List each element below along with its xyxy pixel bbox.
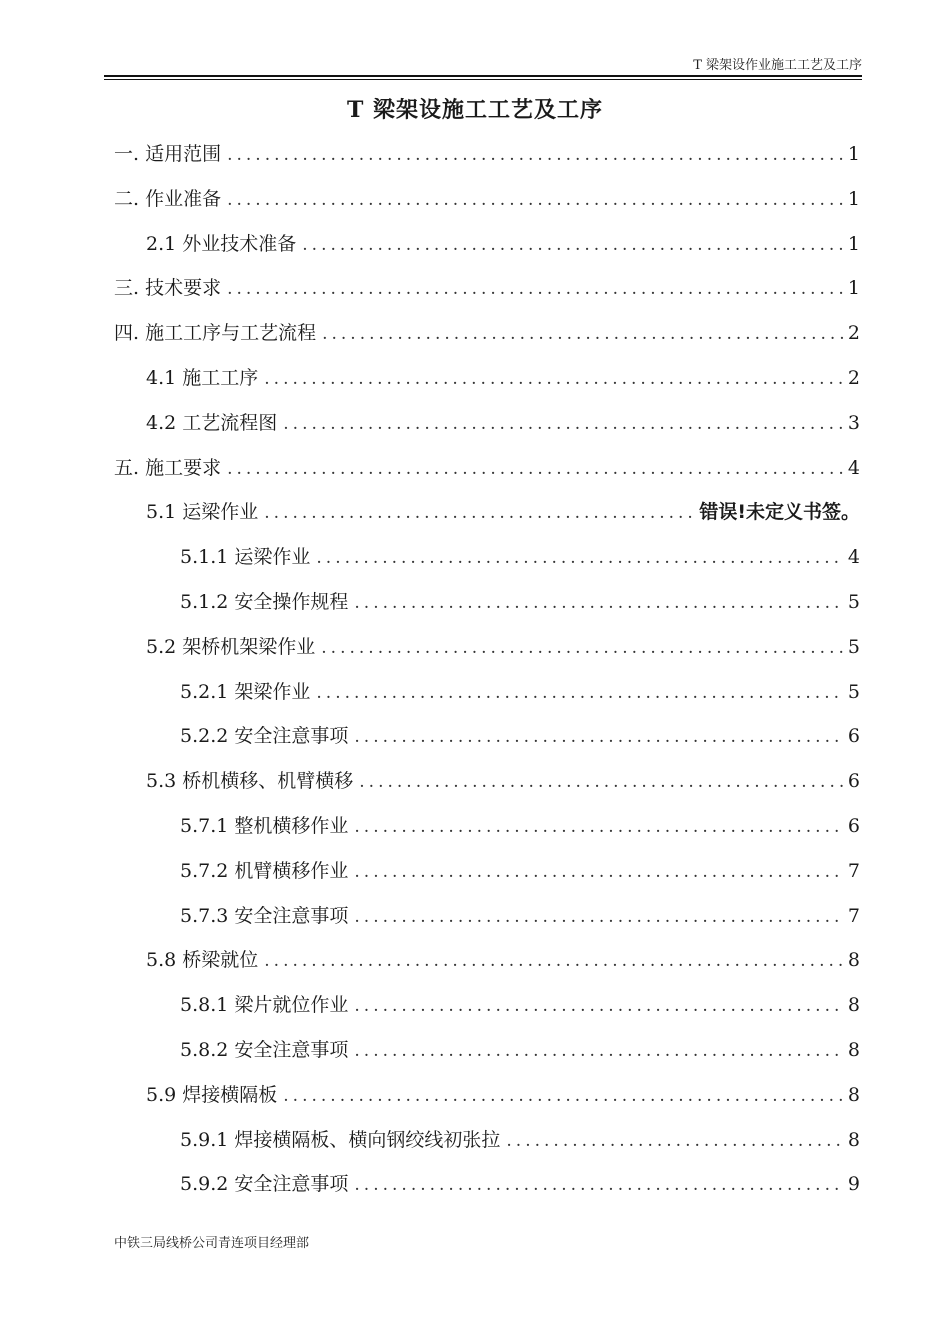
toc-entry-label: 5.9.1 焊接横隔板、横向钢绞线初张拉 [180, 1128, 501, 1151]
toc-dot-leader [283, 1083, 844, 1109]
toc-entry[interactable] [114, 1171, 860, 1216]
toc-entry[interactable] [114, 679, 860, 724]
toc-dot-leader [264, 366, 844, 392]
toc-dot-leader [359, 769, 844, 795]
toc-entry[interactable] [114, 858, 860, 903]
toc-entry[interactable] [114, 589, 860, 634]
toc-dot-leader [354, 993, 844, 1019]
toc-entry-page-number: 5 [847, 635, 860, 658]
toc-entry-page-number: 8 [847, 994, 860, 1017]
toc-entry-page-number: 8 [847, 949, 860, 972]
toc-entry-page-number: 4 [847, 546, 860, 569]
toc-entry[interactable] [114, 320, 860, 365]
toc-dot-leader [321, 635, 844, 661]
toc-entry[interactable] [114, 186, 860, 231]
toc-dot-leader [354, 1038, 844, 1064]
toc-entry[interactable] [114, 544, 860, 589]
toc-entry-page-number: 1 [847, 232, 860, 255]
toc-dot-leader [227, 187, 844, 213]
toc-entry[interactable] [114, 723, 860, 768]
toc-entry-label: 5.9.2 安全注意事项 [180, 1173, 349, 1196]
toc-dot-leader [316, 545, 844, 571]
toc-entry-page-number: 2 [847, 322, 860, 345]
toc-entry-page-number: 1 [847, 277, 860, 300]
toc-entry[interactable] [114, 410, 860, 455]
toc-entry-label: 5.7.1 整机横移作业 [180, 814, 349, 837]
toc-entry[interactable] [114, 768, 860, 813]
toc-entry-page-number: 9 [847, 1173, 860, 1196]
toc-entry-label: 5.8.1 梁片就位作业 [180, 994, 349, 1017]
toc-entry-page-number: 6 [847, 770, 860, 793]
toc-entry-label: 5.7.3 安全注意事项 [180, 904, 349, 927]
toc-entry-label: 四. 施工工序与工艺流程 [114, 322, 317, 345]
toc-entry-label: 5.2 架桥机架梁作业 [146, 635, 316, 658]
toc-entry-page-number: 8 [847, 1038, 860, 1061]
toc-entry[interactable] [114, 1037, 860, 1082]
toc-dot-leader [506, 1128, 844, 1154]
toc-entry-page-number: 8 [847, 1128, 860, 1151]
toc-entry-page-number: 4 [847, 456, 860, 479]
toc-entry-label: 二. 作业准备 [114, 187, 222, 210]
toc-entry-page-number: 1 [847, 143, 860, 165]
toc-entry[interactable] [114, 499, 860, 544]
toc-entry-label: 5.8 桥梁就位 [146, 949, 259, 972]
toc-entry-label: 5.8.2 安全注意事项 [180, 1038, 349, 1061]
toc-entry-label: 5.1 运梁作业 [146, 501, 259, 524]
toc-entry-label: 5.2.2 安全注意事项 [180, 725, 349, 748]
toc-entry-label: 2.1 外业技术准备 [146, 232, 297, 255]
running-footer: 中铁三局线桥公司青连项目经理部 [114, 1236, 310, 1251]
toc-entry[interactable] [114, 275, 860, 320]
toc-entry-page-number: 5 [847, 680, 860, 703]
toc-entry-label: 三. 技术要求 [114, 277, 222, 300]
toc-entry[interactable] [114, 903, 860, 948]
toc-entry[interactable] [114, 813, 860, 858]
toc-dot-leader [283, 411, 844, 437]
toc-dot-leader [354, 724, 844, 750]
toc-dot-leader [227, 276, 844, 302]
document-title: T 梁架设施工工艺及工序 [346, 97, 604, 123]
header-rule-thin [104, 79, 862, 80]
toc-entry[interactable] [114, 634, 860, 679]
toc-dot-leader [354, 904, 844, 930]
toc-entry-label: 4.2 工艺流程图 [146, 411, 278, 434]
running-header: T 梁架设作业施工工艺及工序 [693, 58, 862, 73]
table-of-contents [114, 141, 860, 1216]
toc-entry-page-number: 1 [847, 187, 860, 210]
toc-entry-label: 5.9 焊接横隔板 [146, 1083, 278, 1106]
toc-dot-leader [227, 142, 844, 168]
toc-dot-leader [354, 814, 844, 840]
toc-dot-leader [322, 321, 844, 347]
toc-entry-page-number: 3 [847, 411, 860, 434]
toc-entry-page-number: 5 [847, 590, 860, 613]
toc-dot-leader [264, 500, 695, 526]
toc-entry-label: 一. 适用范围 [114, 143, 222, 165]
toc-entry[interactable] [114, 992, 860, 1037]
toc-entry[interactable] [114, 1127, 860, 1172]
toc-entry-page-number: 6 [847, 725, 860, 748]
toc-entry-page-number: 8 [847, 1083, 860, 1106]
header-rule-thick [104, 75, 862, 77]
toc-entry[interactable] [114, 1082, 860, 1127]
toc-dot-leader [264, 948, 844, 974]
toc-entry-label: 5.7.2 机臂横移作业 [180, 859, 349, 882]
toc-entry-page-number: 7 [847, 904, 860, 927]
toc-entry-label: 5.3 桥机横移、机臂横移 [146, 770, 354, 793]
toc-entry-page-number: 错误!未定义书签。 [699, 501, 860, 524]
toc-dot-leader [316, 680, 844, 706]
toc-dot-leader [354, 859, 844, 885]
toc-dot-leader [354, 1172, 844, 1198]
toc-dot-leader [354, 590, 844, 616]
toc-entry[interactable] [114, 947, 860, 992]
toc-entry[interactable] [114, 231, 860, 276]
toc-dot-leader [302, 232, 844, 258]
toc-entry-page-number: 6 [847, 814, 860, 837]
toc-entry-page-number: 2 [847, 366, 860, 389]
toc-entry-label: 5.1.1 运梁作业 [180, 546, 311, 569]
toc-entry-label: 5.2.1 架梁作业 [180, 680, 311, 703]
toc-entry-page-number: 7 [847, 859, 860, 882]
toc-entry[interactable] [114, 455, 860, 500]
toc-entry-label: 五. 施工要求 [114, 456, 222, 479]
toc-entry[interactable] [114, 141, 860, 186]
toc-entry[interactable] [114, 365, 860, 410]
toc-entry-label: 4.1 施工工序 [146, 366, 259, 389]
toc-entry-label: 5.1.2 安全操作规程 [180, 590, 349, 613]
toc-dot-leader [227, 456, 844, 482]
